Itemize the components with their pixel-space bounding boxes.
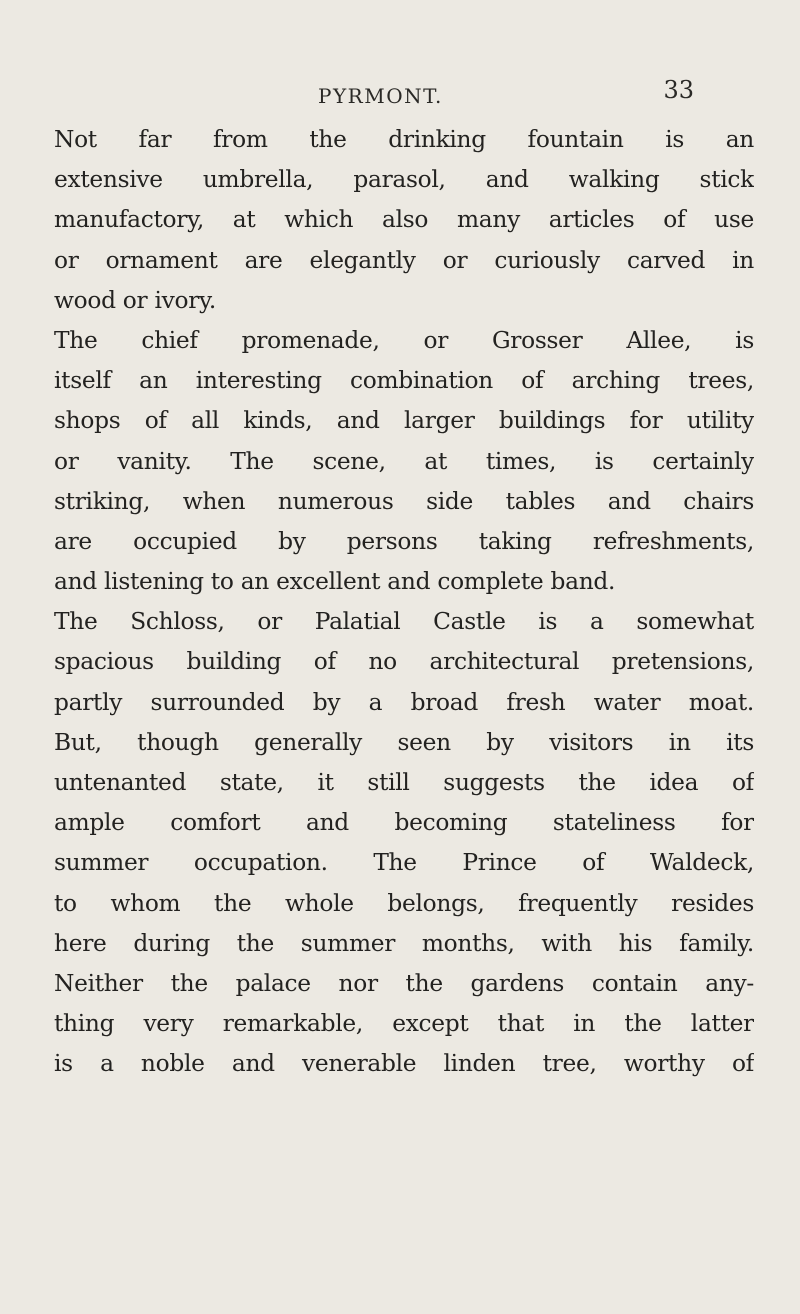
text-line: ample comfort and becoming stateliness for — [54, 809, 754, 837]
text-line: spacious building of no architectural pretensions, — [54, 648, 754, 676]
text-line: shops of all kinds, and larger buildings for utility — [54, 407, 754, 435]
text-line: partly surrounded by a broad fresh water moat. — [54, 688, 754, 716]
text-line: But, though generally seen by visitors in its — [54, 728, 754, 756]
text-line: Neither the palace nor the gardens contain any- — [54, 969, 754, 997]
text-line: striking, when numerous side tables and chairs — [54, 487, 754, 515]
running-title: PYRMONT. — [318, 84, 443, 108]
page-number: 33 — [663, 76, 694, 104]
text-line: are occupied by persons taking refreshments, — [54, 527, 754, 555]
text-line: itself an interesting combination of arching trees, — [54, 367, 754, 395]
text-line: or vanity. The scene, at times, is certainly — [54, 447, 754, 475]
text-line: manufactory, at which also many articles of use — [54, 206, 754, 234]
text-line: and listening to an excellent and complete band. — [54, 568, 616, 596]
text-line: or ornament are elegantly or curiously carved in — [54, 246, 754, 274]
text-line: Not far from the drinking fountain is an — [54, 126, 754, 153]
text-line: The chief promenade, or Grosser Allee, is — [54, 326, 754, 354]
text-line: thing very remarkable, except that in the latter — [54, 1010, 754, 1038]
text-line: here during the summer months, with his family. — [54, 929, 754, 957]
body-text — [54, 120, 754, 1085]
text-line: wood or ivory. — [54, 286, 216, 314]
text-line: summer occupation. The Prince of Waldeck, — [54, 849, 754, 877]
text-line: untenanted state, it still suggests the idea of — [54, 769, 754, 796]
text-line: to whom the whole belongs, frequently resides — [54, 889, 754, 917]
text-line: extensive umbrella, parasol, and walking stick — [54, 166, 754, 194]
text-line: The Schloss, or Palatial Castle is a somewhat — [54, 608, 754, 636]
text-line: is a noble and venerable linden tree, worthy of — [54, 1050, 754, 1078]
